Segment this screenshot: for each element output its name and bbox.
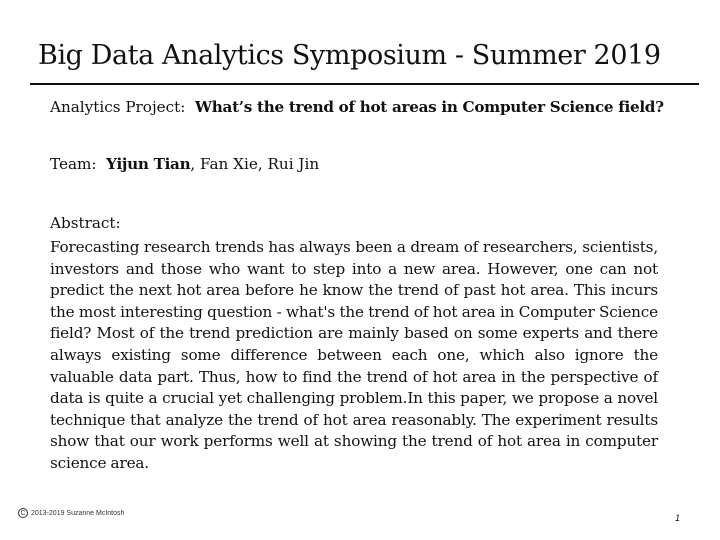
page-number: 1 — [675, 513, 681, 523]
abstract-text: Forecasting research trends has always been a dream of researchers, scientists, investors and those who want to step into a new area. However, one can not predict the next hot area before he know the trend of past hot area. This incurs the most interesting question - what's the trend of hot area in Computer Science field? Most of the trend prediction are mainly based on some experts and there always existing some difference between each one, which also ignore the valuable data part. Thus, how to find the trend of hot area in the perspective of data is quite a crucial yet challenging problem.In this paper, we propose a novel technique that analyze the trend of hot area reasonably. The experiment results show that our work performs well at showing the trend of hot area in computer science area. — [50, 238, 658, 472]
footer-copyright — [18, 508, 124, 518]
team-lead: Yijun Tian — [106, 155, 191, 173]
project-label: Analytics Project: — [50, 98, 186, 116]
copyright-text: 2013-2019 Suzanne McIntosh — [31, 509, 125, 517]
abstract-label: Abstract: — [50, 214, 121, 232]
copyright-icon: C — [18, 508, 28, 518]
team-members: , Fan Xie, Rui Jin — [190, 155, 320, 173]
slide-title: Big Data Analytics Symposium - Summer 2019 — [38, 40, 661, 71]
team-line — [50, 155, 319, 173]
project-line — [50, 98, 664, 116]
project-title: What’s the trend of hot areas in Computer Science field? — [195, 98, 664, 116]
team-label: Team: — [50, 155, 97, 173]
title-divider — [30, 83, 699, 85]
